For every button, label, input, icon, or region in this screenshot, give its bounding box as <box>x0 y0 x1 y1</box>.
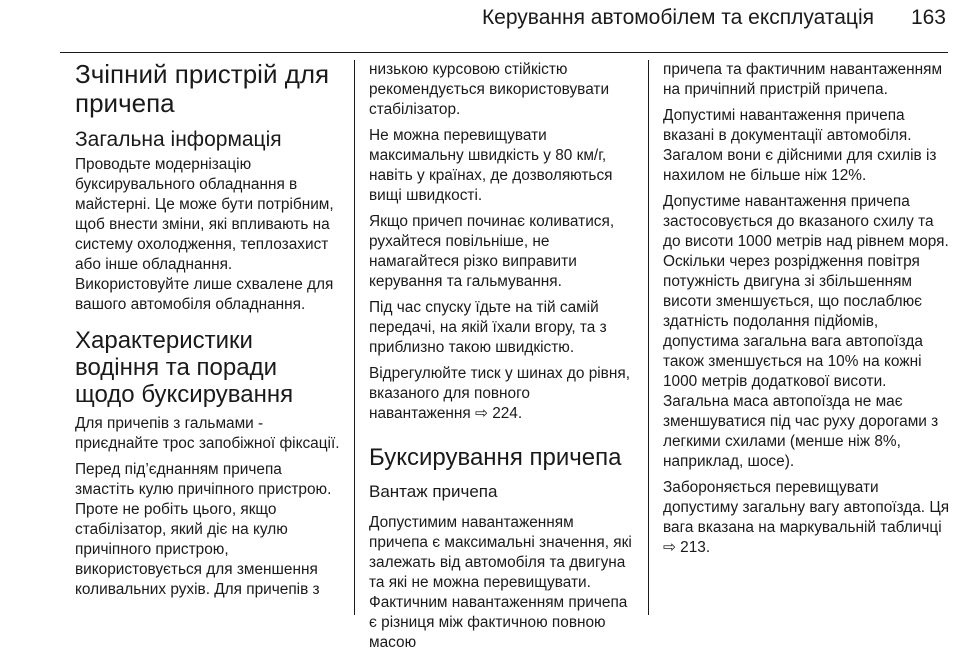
section-heading-driving-characteristics: Характеристики водіння та поради щодо буксирування <box>75 327 294 408</box>
paragraph: Для причепів з гальмами - приєднайте трос запобіжної фіксації. <box>75 415 340 452</box>
column-divider <box>354 60 355 615</box>
paragraph: Проводьте модернізацію буксирувального обладнання в майстерні. Це може бути потрібним, щоб внести зміни, які впливають на систему охолодження, теплозахист або інше обладнання. Використовуйте лише схвалене для вашого автомобіля обладнання. <box>75 156 334 313</box>
paragraph: низькою курсовою стійкістю рекомендується використовувати стабілізатор. <box>369 61 610 118</box>
column-divider <box>648 60 649 615</box>
paragraph: Перед під’єднанням причепа змастіть кулю причіпного пристрою. Проте не робіть цього, якщо стабілізатор, який діє на кулю причіпного пристрою, використовується для зменшення коливальних рухів. Для причепів з <box>75 461 332 598</box>
running-header-title: Керування автомобілем та експлуатація <box>481 6 874 29</box>
paragraph: Допустимим навантаженням причепа є максимальні значення, які залежать від автомобіля та двигуна та які не можна перевищувати. Фактичним навантаженням причепа є різниця між фактичною повною масою <box>369 514 632 651</box>
paragraph-with-page-ref: Забороняється перевищувати допустиму загальну вагу автопоїзда. Ця вага вказана на маркувальній табличці ⇨ 213. <box>663 479 950 556</box>
paragraph: причепа та фактичним навантаженням на причіпний пристрій причепа. <box>663 61 943 98</box>
paragraph: Не можна перевищувати максимальну швидкість у 80 км/г, навіть у країнах, де дозволяються вищі швидкості. <box>369 127 613 204</box>
paragraph: Допустимі навантаження причепа вказані в документації автомобіля. Загалом вони є дійсними для схилів із нахилом не більше ніж 12%. <box>663 107 937 184</box>
page-number: 163 <box>910 6 946 29</box>
chapter-title: Зчіпний пристрій для причепа <box>75 59 330 118</box>
paragraph: Під час спуску їдьте на тій самій передачі, на якій їхали вгору, та з приблизно такою швидкістю. <box>369 299 607 356</box>
column-left <box>75 60 343 606</box>
paragraph-with-page-ref: Відрегулюйте тиск у шинах до рівня, вказаного для повного навантаження ⇨ 224. <box>369 365 630 422</box>
paragraph: Якщо причеп починає коливатися, рухайтеся повільніше, не намагайтеся різко виправити керування та гальмування. <box>369 213 615 290</box>
paragraph: Допустиме навантаження причепа застосовується до вказаного схилу та до висоти 1000 метрів над рівнем моря. Оскільки через розрідження повітря потужність двигуна зі збільшенням висоти зменшується, що послаблює здатність подолання підйомів, допустима загальна вага автопоїзда також зменшується на 10% на кожні 1000 метрів додаткової висоти. Загальна маса автопоїзда не має зменшуватися під час руху дорогами з легкими схилами (менше ніж 8%, наприклад, шосе). <box>663 193 949 470</box>
column-right <box>663 60 950 564</box>
header-divider <box>60 52 948 53</box>
section-heading-trailer-towing: Буксирування причепа <box>369 444 622 471</box>
section-heading-general-info: Загальна інформація <box>75 128 282 151</box>
subsection-heading-trailer-load: Вантаж причепа <box>369 482 498 501</box>
column-middle <box>369 60 635 659</box>
